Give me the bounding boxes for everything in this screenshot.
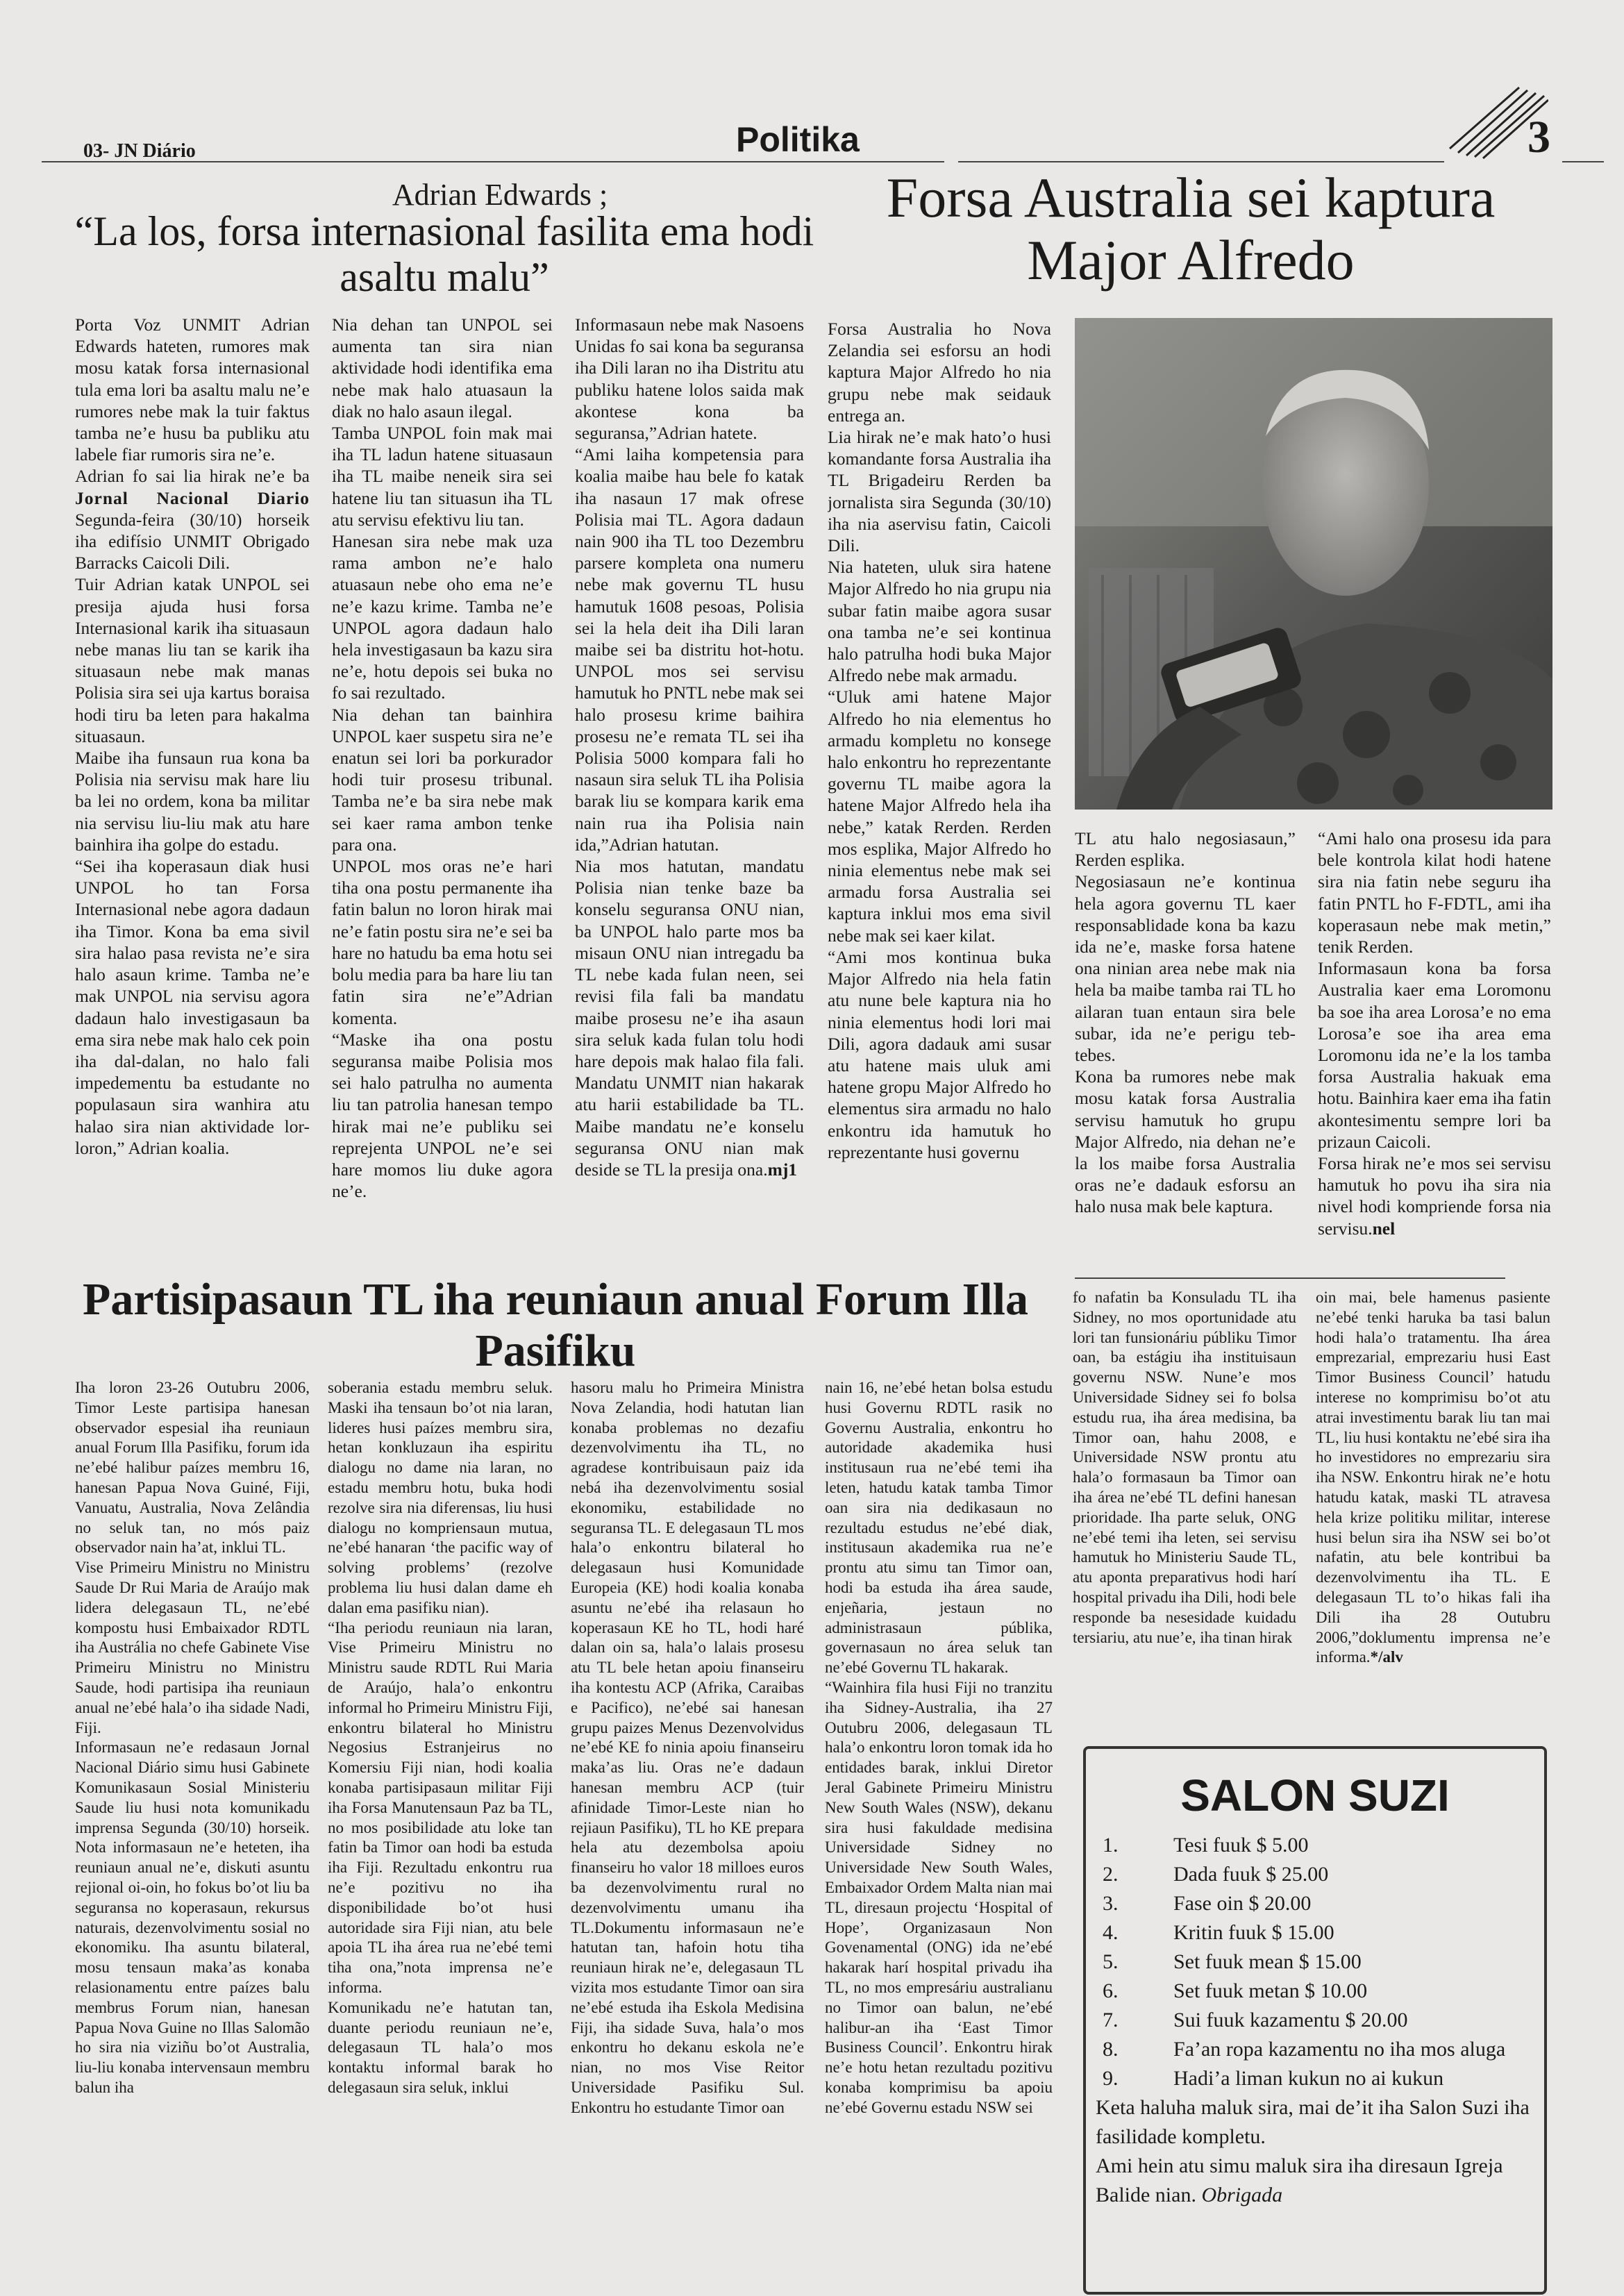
item-text: Sui fuuk kazamentu $ 20.00 xyxy=(1173,2009,1408,2031)
item-number: 9. xyxy=(1103,2067,1119,2090)
article-column xyxy=(828,318,1051,1269)
paragraph xyxy=(1316,1288,1550,1668)
paragraph: Forsa Australia ho Nova Zelandia sei esforsu an hodi kaptura Major Alfredo ho nia grupu nebe mak seidauk entrega an. xyxy=(828,319,1051,426)
article-column xyxy=(571,1378,804,2281)
paragraph: Porta Voz UNMIT Adrian Edwards hateten, rumores mak mosu katak forsa internasional tula ema lori ba asaltu malu ne’e rumores nebe mak la tuir faktus tamba ne’e husu ba publiku atu labele fiar rumoris sira ne’e. xyxy=(75,315,310,465)
text: Adrian fo sai lia hirak ne’e ba xyxy=(75,466,310,487)
paragraph: “Uluk ami hatene Major Alfredo ho nia elementus ho armadu kompletu no konsege halo enkontru ho reprezentante governu TL maibe agora la hatene Major Alfredo hela iha nebe,” katak Rerden. Rerden mos esplika, Major Alfredo ho ninia elementus nebe mak sei armadu forsa Australia sei kaptura inklui mos ema sivil nebe mak sei kaer kilat. xyxy=(828,687,1051,946)
ad-address: Ami hein atu simu maluk sira iha diresaun Igreja Balide nian. xyxy=(1096,2154,1503,2206)
paragraph: “Ami laiha kompetensia para koalia maibe hau bele fo katak iha nasaun 17 mak ofrese Polisia mai TL. Agora dadaun nain 900 iha TL too Dezembru parsere kompleta ona numeru nebe mak governu TL husu hamutuk 1608 pesoas, Polisia sei la hela deit iha Dili laran maibe sei ba distritu hot-hotu. UNPOL mos sei servisu hamutuk ho PNTL nebe mak sei halo prosesu krime baihira prosesu ne’e remata TL sei iha Polisia 5000 kompara fali ho nasaun sira seluk TL iha Polisia barak liu se kompara karik ema nain rua iha Polisia nain ida,”Adrian hatutan. xyxy=(575,444,804,855)
news-photo xyxy=(1075,318,1552,810)
price-list-item xyxy=(1096,1831,1534,1860)
top-rule-right xyxy=(958,161,1444,162)
article-column xyxy=(1316,1288,1550,1732)
ad-note xyxy=(1096,2152,1534,2210)
article-column xyxy=(1073,1288,1296,1732)
text: Forsa hirak ne’e mos sei servisu hamutuk ho povu iha sira nia nivel hodi kompriende forsa nia servisu. xyxy=(1318,1153,1551,1239)
price-list xyxy=(1096,1831,1534,2093)
article-headline: “La los, forsa internasional fasilita ema hodi asaltu malu” xyxy=(74,208,814,300)
paragraph: Komunikadu ne’e hatutan tan, duante periodu reuniaun ne’e, delegasaun TL hala’o mos kontaktu informal barak ho delegasaun sira seluk, inklui xyxy=(328,1998,553,2096)
section-divider xyxy=(1075,1277,1505,1279)
item-number: 2. xyxy=(1103,1863,1119,1886)
paragraph xyxy=(575,855,804,1180)
ad-thanks: Obrigada xyxy=(1201,2184,1283,2206)
paragraph: Nia dehan tan bainhira UNPOL kaer suspetu sira ne’e enatun sei lori ba porkurador hodi tuir prosesu tribunal. Tamba ne’e ba sira nebe mak sei kaer rama ambon tenke para ona. xyxy=(332,704,553,855)
item-text: Set fuuk mean $ 15.00 xyxy=(1173,1950,1362,1973)
author-signature: */alv xyxy=(1370,1648,1403,1666)
item-text: Set fuuk metan $ 10.00 xyxy=(1173,1979,1368,2002)
article-column xyxy=(575,314,804,1279)
item-number: 4. xyxy=(1103,1921,1119,1944)
price-list-item xyxy=(1096,1947,1534,1977)
item-number: 3. xyxy=(1103,1892,1119,1915)
paragraph: Informasaun kona ba forsa Australia kaer ema Loromonu ba soe iha area Lorosa’e no ema Lorosa’e soe iha area ema Loromonu ida ne’e la los tamba forsa Australia hakuak ema hotu. Bainhira kaer ema iha fatin akontesimentu sempre lori ba prizaun Caicoli. xyxy=(1318,958,1551,1152)
author-signature: mj1 xyxy=(767,1159,798,1180)
top-rule-far-right xyxy=(1562,161,1604,162)
paragraph: Tamba UNPOL foin mak mai iha TL ladun hatene situasaun iha TL maibe neneik sira sei hatene liu tan situasun iha TL atu servisu efektivu liu tan. xyxy=(332,423,553,530)
item-text: Hadi’a liman kukun no ai kukun xyxy=(1173,2067,1444,2090)
item-text: Dada fuuk $ 25.00 xyxy=(1173,1863,1329,1886)
article-headline: Partisipasaun TL iha reuniaun anual Forum Illa Pasifiku xyxy=(83,1274,1028,1376)
paragraph: Maibe iha funsaun rua kona ba Polisia nia servisu mak hare liu ba lei no ordem, kona ba militar nia servisu liu-liu mak atu hare bainhira iha golpe do estadu. xyxy=(75,748,310,855)
paragraph: Informasaun ne’e redasaun Jornal Nacional Diário simu husi Gabinete Komunikasaun Sosial Ministeriu Saude liu husi nota komunikadu imprensa Segunda (30/10) horseik. Nota informasaun ne’e heteten, iha reuniaun anual ne’e, diskuti asuntu rejional oi-oin, ho fokus bo’ot liu ba seguransa no koperasaun, rekursus naturais, dezenvolvimentu sosial no ekonomiku. Iha asuntu bilateral, mosu tensaun maka’as konaba relasionamentu entre paízes balu membrus Forum nian, hanesan Papua Nova Guine no Illas Salomão ho sira nia viziñu bo’ot Australia, liu-liu konaba intervensaun membru balun iha xyxy=(75,1738,310,2096)
ad-note: Keta haluha maluk sira, mai de’it iha Salon Suzi iha fasilidade kompletu. xyxy=(1096,2096,1530,2148)
article-column xyxy=(332,314,553,1279)
item-number: 5. xyxy=(1103,1950,1119,1973)
paragraph: hasoru malu ho Primeira Ministra Nova Zelandia, hodi hatutan lian konaba problemas no dezafiu dezenvolvimentu iha TL, no agradese kontribuisaun paiz ida nebá iha dezenvolvimentu sosial ekonomiku, estabilidade no seguransa TL. E delegasaun TL mos hala’o enkontru bilateral ho delegasaun husi Komunidade Europeia (KE) hodi koalia konaba asuntu ne’ebé iha relasaun ho koperasaun KE ho TL, hodi haré dalan oin sa, hala’o lalais prosesu atu TL bele hetan apoiu finanseiru iha kontestu ACP (Afrika, Caraibas e Pacifico), ne’ebé sai hanesan grupu paizes Menus Dezenvolvidus ne’ebé KE fo ninia apoiu finanseiru maka’as liu. Oras ne’e dadaun hanesan membru ACP (tuir afinidade Timor-Leste nian ho rejiaun Pasifiku), TL ho KE prepara hela atu dezembolsa apoiu finanseiru ho valor 18 milloes euros ba dezenvolvimentu rural no dezenvolvimentu umanu iha TL.Dokumentu informasaun ne’e hatutan tan, hafoin hotu tiha reuniaun hirak ne’e, delegasaun TL vizita mos estudante Timor oan sira ne’ebé estuda iha Eskola Medisina Fiji, iha sidade Suva, hala’o mos enkontru ho dekanu eskola ne’e nian, no mos Vise Reitor Universidade Pasifiku Sul. Enkontru ho estudante Timor oan xyxy=(571,1379,804,2116)
paragraph: nain 16, ne’ebé hetan bolsa estudu husi Governu RDTL rasik no Governu Australia, enkontru ho autoridade akademika husi institusaun rua ne’ebé temi iha leten, hatudu katak tamba Timor oan sira nia dedikasaun no rezultadu estudus ne’ebé diak, institusaun akademika rua ne’e prontu atu simu tan Timor oan, hodi ba estuda iha área saude, enjeñaria, jestaun no administrasaun públika, governasaun no área seluk tan ne’ebé Governu TL hakarak. xyxy=(825,1379,1053,1677)
item-number: 7. xyxy=(1103,2009,1119,2031)
item-number: 8. xyxy=(1103,2038,1119,2061)
paragraph: fo nafatin ba Konsuladu TL iha Sidney, no mos oportunidade atu lori tan funsionáriu públiku Timor oan, ba estágiu iha instituisaun governu NSW. Nune’e mos Universidade Sidney sei fo bolsa estudu rua, iha área medisina, ba Timor oan, hahu 2008, e Universidade NSW prontu atu hala’o formasaun ba Timor oan iha área ne’ebé TL defini hanesan prioridade. Iha parte seluk, ONG ne’ebé temi iha leten, sei servisu hamutuk ho Ministeriu Saude TL, atu aponta preparativus hodi harí hospital privadu iha Dili, hodi bele responde ba nesesidade kuidadu tersiariu, atu nue’e, iha tinan hirak xyxy=(1073,1289,1296,1646)
page-number: 3 xyxy=(1527,112,1550,162)
paragraph: “Iha periodu reuniaun nia laran, Vise Primeiru Ministru no Ministru saude RDTL Rui Maria de Araújo, hala’o enkontru informal ho Primeiru Ministru Fiji, enkontru bilateral ho Ministru Negosius Estranjeirus no Komersiu Fiji nian, hodi koalia konaba partisipasaun militar Fiji iha Forsa Manutensaun Paz ba TL, no mos posibilidade atu loke tan fatin ba Timor oan hodi ba estuda iha Fiji. Rezultadu enkontru rua ne’e pozitivu no iha disponibilidade bo’ot husi autoridade sira Fiji nian, atu bele apoia TL iha área rua ne’ebé temi tiha ona,”nota imprensa ne’e informa. xyxy=(328,1618,553,1996)
item-number: 6. xyxy=(1103,1979,1119,2002)
newspaper-page-label: 03- JN Diário xyxy=(83,140,196,162)
paragraph xyxy=(1318,1153,1551,1239)
item-text: Kritin fuuk $ 15.00 xyxy=(1173,1921,1334,1944)
paragraph: “Wainhira fila husi Fiji no tranzitu iha Sidney-Australia, iha 27 Outubru 2006, delegasaun TL hala’o enkontru loron tomak ida ho entidades barak, inklui Diretor Jeral Gabinete Primeiru Ministru New South Wales (NSW), dekanu sira husi fakuldade medisina Universidade Sidney no Universidade New South Wales, Embaixador Ordem Malta nian mai TL, diresaun projectu ‘Hospital of Hope’, Organizasaun Non Govenamental (ONG) ida ne’ebé hakarak harí hospital privadu iha TL, no mos empresáriu australianu no Timor oan balun, ne’ebé halibur-an iha ‘East Timor Business Council’. Enkontru hirak ne’e hotu hetan rezultadu pozitivu konaba komprimisu ba apoiu ne’ebé Governu estadu NSW sei xyxy=(825,1678,1053,2116)
portrait-photo-icon xyxy=(1075,318,1552,810)
item-text: Fa’an ropa kazamentu no iha mos aluga xyxy=(1173,2038,1506,2061)
article-column xyxy=(825,1378,1053,2281)
paragraph: “Ami mos kontinua buka Major Alfredo nia hela fatin atu nune bele kaptura nia ho ninia elementus hodi lori mai Dili, agora dadauk ami susar atu hatene mais uluk ami hatene gropu Major Alfredo ho elementus sira armadu no halo enkontru ida hamutuk ho reprezentante husi governu xyxy=(828,946,1051,1162)
paragraph: Informasaun nebe mak Nasoens Unidas fo sai kona ba seguransa iha Dili laran no iha Distritu atu publiku hatene lolos saida mak akontese kona ba seguransa,”Adrian hatete. xyxy=(575,315,804,444)
price-list-item xyxy=(1096,1860,1534,1889)
paragraph: Nia hateten, uluk sira hatene Major Alfredo ho nia grupu nia subar fatin maibe agora susar ona tamba ne’e sei kontinua halo patrulha hodi buka Major Alfredo nebe mak armadu. xyxy=(828,557,1051,686)
price-list-item xyxy=(1096,2006,1534,2035)
article-column xyxy=(75,1378,310,2281)
article-column xyxy=(75,314,310,1279)
paragraph: UNPOL mos oras ne’e hari tiha ona postu permanente iha fatin balun no loron hirak mai ne’e fatin postu sira ne’e sei ba hare no hatudu ba ema hotu sei bolu media para ba hare liu tan fatin sira ne’e”Adrian komenta. xyxy=(332,856,553,1028)
text: oin mai, bele hamenus pasiente ne’ebé tenki haruka ba tasi balun hodi hala’o tratamentu. Iha área emprezarial, emprezariu husi East Timor Business Council’ hatudu interese no komprimisu bo’ot atu atrai investimentu barak liu tan mai TL, liu husi kontaktu ne’ebé sira iha ho investidores no emprezariu sira iha NSW. Enkontru hirak ne’e hotu hatudu katak, maski TL atravesa hela krize politiku militar, interese husi belun sira iha NSW sei bo’ot nafatin, atu bele kontribui ba dezenvolvimentu iha TL. E delegasaun TL to’o hikas fali iha Dili iha 28 Outubru 2006,”doklumentu imprensa ne’e informa. xyxy=(1316,1289,1550,1666)
paragraph: soberania estadu membru seluk. Maski iha tensaun bo’ot nia laran, lideres husi paízes membru sira, hetan konkluzaun iha espiritu dialogu no dame nia laran, no estadu membru hotu, buka hodi rezolve sira nia diferensas, liu husi dialogu no kompriensaun mutua, ne’ebé hanaran ‘the pacific way of solving problems’ (rezolve problema liu husi dalan dame eh dalan ema pasifiku nian). xyxy=(328,1379,553,1616)
paragraph: Lia hirak ne’e mak hato’o husi komandante forsa Australia iha TL Brigadeiru Rerden ba jornalista sira Segunda (30/10) iha nia aservisu fatin, Caicoli Dili. xyxy=(828,427,1051,556)
article-column xyxy=(1318,828,1551,1272)
item-text: Fase oin $ 20.00 xyxy=(1173,1892,1312,1915)
paragraph: Hanesan sira nebe mak uza rama ambon ne’e halo atuasaun nebe oho ema ne’e ne’e kazu krime. Tamba ne’e UNPOL agora dadaun halo hela investigasaun ba kazu sira ne’e, hotu depois sei buka no fo sai rezultado. xyxy=(332,531,553,703)
price-list-item xyxy=(1096,2064,1534,2093)
section-title: Politika xyxy=(736,120,860,159)
paragraph: TL atu halo negosiasaun,” Rerden esplika. xyxy=(1075,828,1296,871)
newspaper-name: Jornal Nacional Diario xyxy=(75,487,310,508)
paragraph xyxy=(75,465,310,573)
paragraph: “Sei iha koperasaun diak husi UNPOL ho tan Forsa Internasional nebe agora dadaun iha Timor. Kona ba ema sivil sira halao pasa revista ne’e sira halo asaun krime. Tamba ne’e mak UNPOL nia servisu agora dadaun halo investigasaun ba ema sira nebe mak halo cek poin iha dal-dalan, no halo fali impedementu ba estudante no populasaun sira wanhira atu halao sira nian aktividade lor-loron,” Adrian koalia. xyxy=(75,856,310,1158)
paragraph: Negosiasaun ne’e kontinua hela agora governu TL kaer responsablidade kona ba kazu ida ne’e, maske forsa hatene ona ninian area nebe mak nia hela ba maibe tamba rai TL ho ailaran tuan entaun sira bele subar, ida ne’e perigu teb-tebes. xyxy=(1075,871,1296,1066)
article-column xyxy=(1075,828,1296,1272)
paragraph: Tuir Adrian katak UNPOL sei presija ajuda husi forsa Internasional karik iha situasaun nebe manas liu tan se karik iha situasaun nebe mak manas Polisia sira sei uja kartus boraisa hodi tiru ba leten para hakalma situasaun. xyxy=(75,574,310,746)
article-headline: Forsa Australia sei kaptura Major Alfredo xyxy=(886,166,1496,292)
paragraph: Vise Primeiru Ministru no Ministru Saude Dr Rui Maria de Araújo mak lidera delegasaun TL, ne’ebé kompostu husi Embaixador RDTL iha Austrália no chefe Gabinete Vise Primeiru Ministru no Ministru Saude, hodi partisipa iha reuniaun anual ne’ebé hala’o iha sidade Nadi, Fiji. xyxy=(75,1559,310,1736)
price-list-item xyxy=(1096,1889,1534,1918)
paragraph: Iha loron 23-26 Outubru 2006, Timor Leste partisipa hanesan observador espesial iha reuniaun anual Forum Illa Pasifiku, forum ida ne’ebé halibur paízes membru 16, hanesan Papua Nova Guiné, Fiji, Vanuatu, Australia, Nova Zelândia no seluk tan, no mós paiz observador nain ha’at, inklui TL. xyxy=(75,1379,310,1557)
item-text: Tesi fuuk $ 5.00 xyxy=(1173,1834,1309,1857)
price-list-item xyxy=(1096,2035,1534,2064)
paragraph: “Ami halo ona prosesu ida para bele kontrola kilat hodi hatene sira nia fatin nebe seguru iha fatin PNTL ho F-FDTL, ami iha koperasaun nebe mak metin,” tenik Rerden. xyxy=(1318,828,1551,957)
paragraph: “Maske iha ona postu seguransa maibe Polisia mos sei halo patrulha no aumenta liu tan patrolia hanesan tempo hirak mai ne’e publiku sei reprejenta UNPOL ne’e sei hare momos liu duke agora ne’e. xyxy=(332,1029,553,1202)
price-list-item xyxy=(1096,1977,1534,2006)
item-number: 1. xyxy=(1103,1834,1119,1857)
price-list-item xyxy=(1096,1918,1534,1947)
article-column xyxy=(328,1378,553,2281)
text: Segunda-feira (30/10) horseik iha edifísio UNMIT Obrigado Barracks Caicoli Dili. xyxy=(75,509,310,573)
author-signature: nel xyxy=(1372,1218,1396,1239)
salon-advertisement xyxy=(1083,1746,1547,2295)
article-kicker: Adrian Edwards ; xyxy=(392,178,608,212)
paragraph: Kona ba rumores nebe mak mosu katak forsa Australia servisu hamutuk ho grupu Major Alfredo, nia dehan ne’e la los maibe forsa Australia oras ne’e dadauk esforsu an halo nusa mak bele kaptura. xyxy=(1075,1066,1296,1217)
text: Nia mos hatutan, mandatu Polisia nian tenke baze ba konselu seguransa ONU nian, ba UNPOL halo parte mos ba misaun ONU nian intregadu ba TL nebe kada fulan neen, sei revisi fila fali ba mandatu maibe prosesu ne’e iha asaun sira seluk kada fulan tolu hodi hare depois mak halao fila fali. Mandatu UNMIT nian hakarak atu harii estabilidade ba TL. Maibe mandatu ne’e konselu seguransa ONU nian mak deside se TL la presija ona. xyxy=(575,856,804,1180)
ad-title: SALON SUZI xyxy=(1180,1770,1450,1820)
paragraph: Nia dehan tan UNPOL sei aumenta tan sira nian aktividade hodi identifika ema nebe mak halo atuasaun la diak no halo asaun ilegal. xyxy=(332,315,553,421)
